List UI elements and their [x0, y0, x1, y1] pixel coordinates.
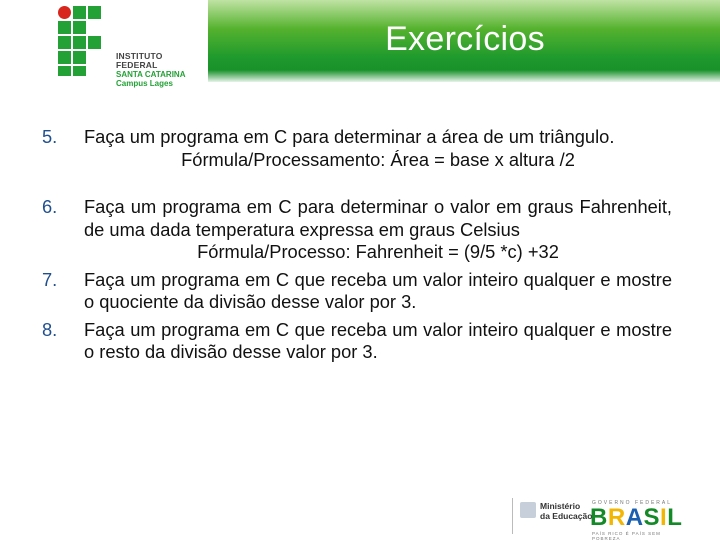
- header: [0, 0, 720, 88]
- exercise-number: 8.: [42, 318, 58, 340]
- exercise-item: [42, 269, 672, 314]
- exercise-formula: Fórmula/Processamento: Área = base x altura /2: [181, 148, 575, 170]
- ministry-emblem-icon: [520, 502, 536, 518]
- footer-divider: [512, 498, 513, 534]
- ministry-line-1: Ministério: [540, 501, 581, 511]
- exercise-number: 5.: [42, 126, 58, 147]
- institute-logo-text: [116, 52, 204, 88]
- exercise-list: [42, 126, 672, 364]
- logo-line-1: INSTITUTO FEDERAL: [116, 51, 163, 70]
- exercise-text: Faça um programa em C para determinar o valor em graus Fahrenheit, de uma dada temperatura expressa em graus Celsius: [84, 196, 672, 240]
- exercise-item: [42, 196, 672, 264]
- slide-title: Exercícios: [385, 20, 545, 58]
- brasil-bottom-text: PAÍS RICO É PAÍS SEM POBREZA: [592, 531, 661, 541]
- exercise-formula: Fórmula/Processo: Fahrenheit = (9/5 *c) +32: [197, 241, 559, 262]
- exercise-item: [42, 319, 672, 364]
- footer-logos: [512, 492, 720, 540]
- logo-line-3: Campus Lages: [116, 79, 173, 88]
- exercise-item: [42, 126, 672, 171]
- institute-logo-grid-icon: [58, 6, 118, 78]
- logo-line-2: SANTA CATARINA: [116, 70, 186, 79]
- ministry-logo-text: [540, 501, 592, 521]
- header-band-fade: [208, 70, 720, 82]
- brasil-government-logo: [590, 500, 683, 541]
- ministry-line-2: da Educação: [540, 511, 593, 521]
- exercise-text: Faça um programa em C para determinar a área de um triângulo.: [84, 126, 615, 147]
- exercise-text: Faça um programa em C que receba um valor inteiro qualquer e mostre o quociente da divisão desse valor por 3.: [84, 268, 672, 312]
- exercise-number: 7.: [42, 268, 58, 290]
- exercise-number: 6.: [42, 196, 58, 217]
- exercise-text: Faça um programa em C que receba um valor inteiro qualquer e mostre o resto da divisão desse valor por 3.: [84, 318, 672, 362]
- institute-logo: [58, 6, 204, 88]
- brasil-wordmark: BRASIL: [590, 504, 683, 531]
- brasil-top-text: GOVERNO FEDERAL: [592, 500, 673, 506]
